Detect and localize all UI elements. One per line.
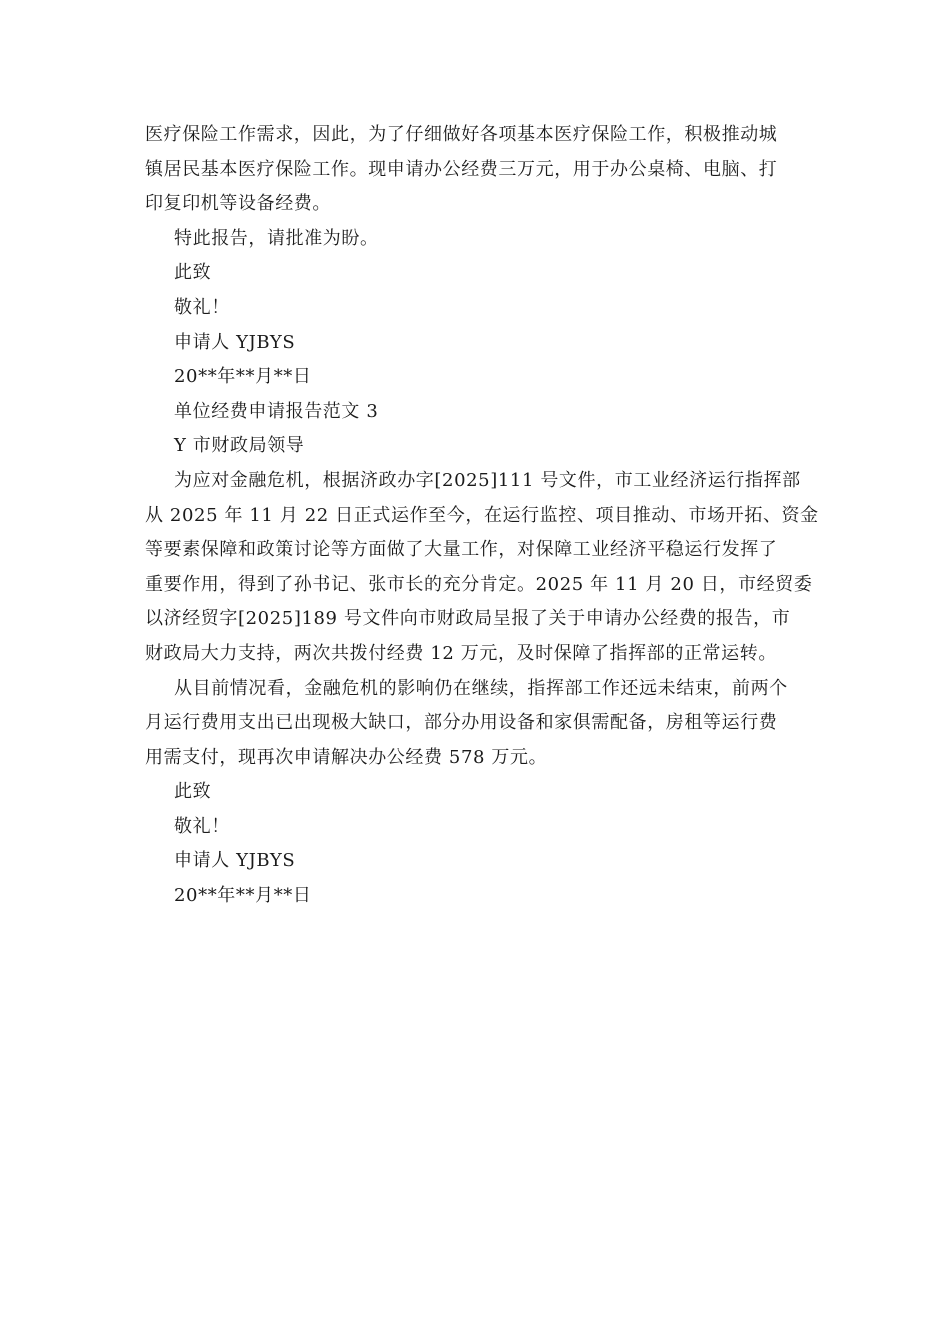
paragraph-line: 医疗保险工作需求，因此，为了仔细做好各项基本医疗保险工作，积极推动城 bbox=[145, 124, 778, 145]
paragraph-line: 以济经贸字[2025]189 号文件向市财政局呈报了关于申请办公经费的报告，市 bbox=[145, 608, 791, 630]
document-body bbox=[145, 118, 819, 914]
request-line: 特此报告，请批准为盼。 bbox=[174, 227, 379, 249]
paragraph-line: 重要作用，得到了孙书记、张市长的充分肯定。2025 年 11 月 20 日，市经贸委 bbox=[145, 573, 813, 595]
paragraph-line: 为应对金融危机，根据济政办字[2025]111 号文件，市工业经济运行指挥部 bbox=[174, 469, 801, 491]
body-paragraph bbox=[145, 464, 819, 672]
addressee-line: Y 市财政局领导 bbox=[174, 435, 305, 457]
salutation-line: 此致 bbox=[174, 262, 212, 284]
applicant-line: 申请人 YJBYS bbox=[174, 850, 296, 872]
paragraph-line: 等要素保障和政策讨论等方面做了大量工作，对保障工业经济平稳运行发挥了 bbox=[145, 539, 778, 561]
paragraph-line: 印复印机等设备经费。 bbox=[145, 193, 331, 215]
salutation-line: 敬礼！ bbox=[174, 815, 230, 837]
paragraph-line: 月运行费用支出已出现极大缺口，部分办用设备和家俱需配备，房租等运行费 bbox=[145, 712, 778, 734]
date-line: 20**年**月**日 bbox=[174, 885, 312, 907]
salutation-line: 此致 bbox=[174, 781, 212, 803]
paragraph-line: 从 2025 年 11 月 22 日正式运作至今，在运行监控、项目推动、市场开拓、资金 bbox=[145, 504, 819, 526]
date-line: 20**年**月**日 bbox=[174, 366, 312, 388]
section-title: 单位经费申请报告范文 3 bbox=[174, 400, 379, 422]
applicant-line: 申请人 YJBYS bbox=[174, 331, 296, 353]
salutation-line: 敬礼！ bbox=[174, 296, 230, 318]
paragraph-line: 从目前情况看，金融危机的影响仍在继续，指挥部工作还远未结束，前两个 bbox=[174, 677, 788, 699]
body-paragraph bbox=[145, 672, 810, 776]
continuation-paragraph bbox=[145, 118, 810, 222]
paragraph-line: 财政局大力支持，两次共拨付经费 12 万元，及时保障了指挥部的正常运转。 bbox=[145, 642, 777, 664]
paragraph-line: 用需支付，现再次申请解决办公经费 578 万元。 bbox=[145, 746, 548, 768]
paragraph-line: 镇居民基本医疗保险工作。现申请办公经费三万元，用于办公桌椅、电脑、打 bbox=[145, 158, 778, 180]
